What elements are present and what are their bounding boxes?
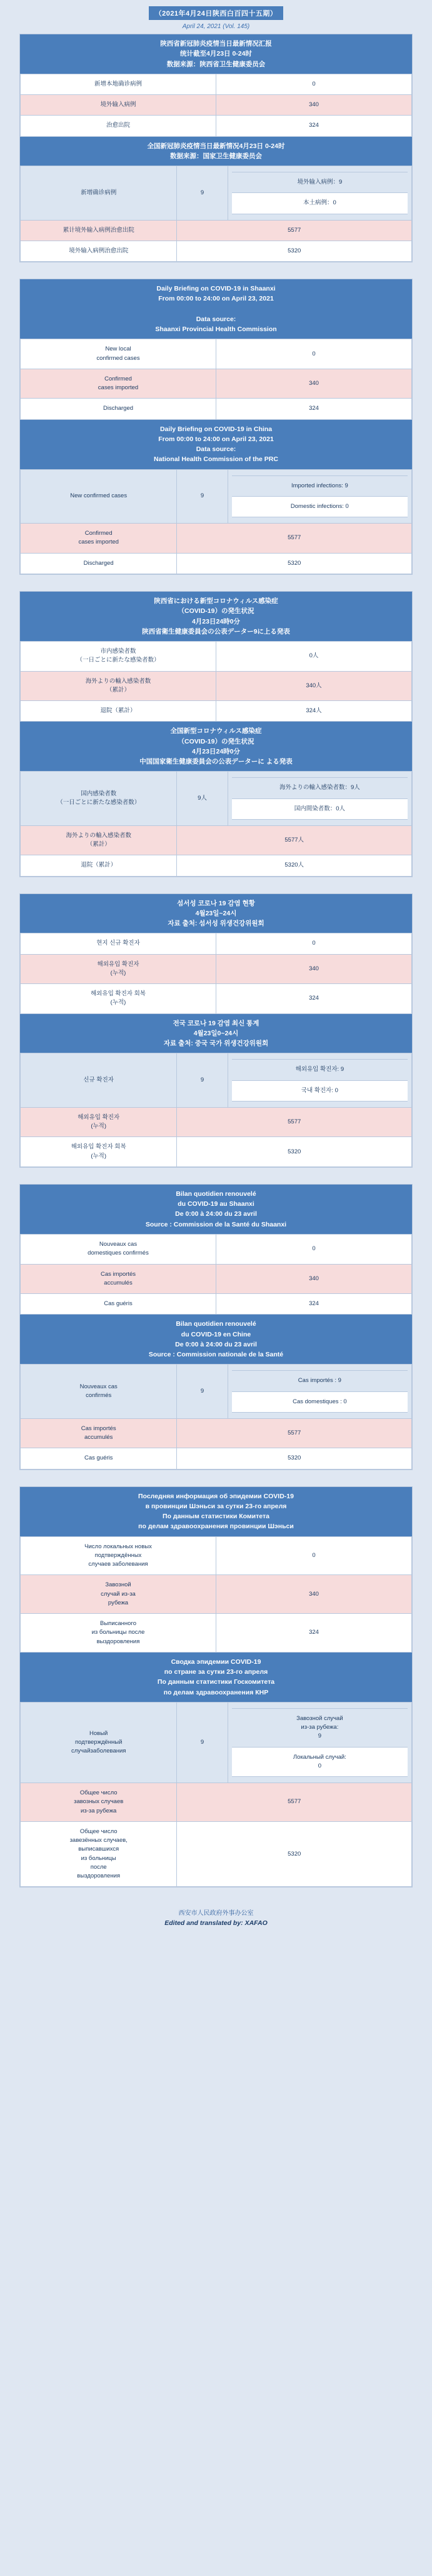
stat-value: 340	[216, 1575, 412, 1614]
breakdown-label: Завозной случай из-за рубежа: 9	[232, 1708, 408, 1747]
stat-label: Выписанного из больницы после выздоровления	[21, 1614, 216, 1653]
breakdown-row	[232, 1060, 408, 1080]
provincial-stats-table	[20, 339, 412, 419]
table-row	[21, 1264, 412, 1294]
stat-label: 해외유입 확진자 회복 (누적)	[21, 1137, 177, 1167]
stat-label: Confirmed cases imported	[21, 524, 177, 554]
table-row	[21, 1821, 412, 1887]
stat-label: 境外输入病例	[21, 95, 216, 116]
stat-value: 5320	[177, 1821, 412, 1887]
table-row	[21, 825, 412, 855]
breakdown-row	[232, 778, 408, 798]
header-line: По данным статистики Госкомитета	[157, 1678, 275, 1686]
national-stats-table	[20, 1053, 412, 1167]
breakdown-table	[232, 475, 408, 518]
stat-value: 340	[216, 369, 412, 399]
table-row	[21, 1575, 412, 1614]
national-stats-table	[20, 166, 412, 262]
table-row	[21, 642, 412, 672]
header-line: по стране за сутки 23-го апреля	[164, 1668, 268, 1676]
provincial-stats-table	[20, 641, 412, 722]
block-header-provincial	[20, 894, 412, 933]
stat-value: 340	[216, 95, 412, 116]
table-row	[21, 1448, 412, 1469]
breakdown-row	[232, 1747, 408, 1777]
header-line: 陕西省における新型コロナウィルス感染症	[154, 597, 278, 605]
stat-value: 0	[216, 933, 412, 954]
stat-label: 治愈出院	[21, 116, 216, 136]
header-line: 陕西省新冠肺炎疫情当日最新情况汇报	[160, 40, 272, 47]
stat-value: 340	[216, 954, 412, 984]
header-line: De 0:00 à 24:00 du 23 avril	[175, 1340, 257, 1348]
breakdown-label: 本土病例：0	[232, 193, 408, 214]
table-row	[21, 701, 412, 722]
briefing-block-zh	[19, 34, 413, 262]
header-line: Shaanxi Provincial Health Commission	[155, 326, 277, 334]
breakdown-label: Cas domestiques : 0	[232, 1391, 408, 1412]
table-row	[21, 553, 412, 574]
stat-label: Cas guéris	[21, 1294, 216, 1315]
table-row-new-cases	[21, 166, 412, 221]
header-line: 中国国家衛生健康委員会の公表データーに よる発表	[139, 758, 293, 766]
table-row	[21, 933, 412, 954]
breakdown-label: 해외유입 확진자: 9	[232, 1060, 408, 1080]
breakdown-label: 국내 확진자: 0	[232, 1080, 408, 1101]
page-footer	[0, 1904, 432, 1934]
table-row	[21, 1294, 412, 1315]
stat-value: 324	[216, 399, 412, 419]
breakdown-label: 境外输入病例：9	[232, 172, 408, 193]
breakdown-table	[232, 172, 408, 214]
stat-value: 324	[216, 1294, 412, 1315]
stat-value: 5320	[177, 241, 412, 261]
header-line: 4月23日24時0分	[191, 747, 241, 755]
table-row	[21, 1107, 412, 1137]
provincial-stats-table	[20, 1536, 412, 1653]
national-stats-table	[20, 1702, 412, 1887]
table-row	[21, 1418, 412, 1448]
briefing-block-ko	[19, 893, 413, 1168]
stat-label: Новый подтверждённый случайзаболевания	[21, 1702, 177, 1783]
breakdown-table	[232, 1059, 408, 1102]
briefing-block-en	[19, 279, 413, 575]
breakdown-table	[232, 1370, 408, 1413]
block-header-provincial	[20, 1185, 412, 1234]
stat-label: Cas importés accumulés	[21, 1264, 216, 1294]
header-line: du COVID-19 en Chine	[181, 1330, 251, 1338]
table-row-new-cases	[21, 772, 412, 826]
header-line: 4月23日24時0分	[191, 617, 241, 625]
table-row	[21, 671, 412, 701]
header-line: （COVID-19）の発生状況	[178, 607, 254, 615]
breakdown-label: 国内間染者数：0人	[232, 798, 408, 819]
table-row	[21, 116, 412, 136]
stat-value: 5320	[177, 1137, 412, 1167]
stat-label: 退院（累計）	[21, 701, 216, 722]
stat-value: 324人	[216, 701, 412, 722]
block-header-national	[20, 1014, 412, 1053]
header-line: Source : Commission de la Santé du Shaanxi	[145, 1220, 287, 1228]
briefing-block-ja	[19, 591, 413, 877]
header-line: Daily Briefing on COVID-19 in Shaanxi	[156, 285, 276, 293]
stat-label: New local confirmed cases	[21, 339, 216, 369]
stat-label: Discharged	[21, 399, 216, 419]
national-stats-table	[20, 1364, 412, 1469]
page-title: （2021年4月24日陕西白百四十五期）	[149, 6, 284, 20]
header-line: 전국 코로나 19 감염 최신 통계	[173, 1019, 259, 1027]
breakdown-cell	[228, 1053, 411, 1108]
table-row-new-cases	[21, 1702, 412, 1783]
block-header-provincial	[20, 592, 412, 641]
table-row	[21, 1137, 412, 1167]
table-row	[21, 1235, 412, 1265]
block-header-provincial	[20, 34, 412, 74]
header-line: 섬서성 코로나 19 감염 현황	[177, 899, 255, 907]
header-line: 数据来源：国家卫生健康委员会	[170, 152, 262, 160]
stat-value: 9	[177, 1702, 228, 1783]
stat-value: 5577	[177, 1783, 412, 1822]
stat-value: 9	[177, 1053, 228, 1108]
block-header-provincial	[20, 279, 412, 339]
breakdown-row	[232, 475, 408, 496]
stat-label: 新增确诊病例	[21, 166, 177, 221]
header-line: 4월23일0~24시	[193, 1029, 239, 1037]
breakdown-label: Cas importés : 9	[232, 1371, 408, 1391]
header-line: по делам здравоохранения КНР	[163, 1688, 269, 1696]
stat-value: 5577	[177, 1107, 412, 1137]
header-line: Сводка эпидемии COVID-19	[171, 1658, 261, 1666]
stat-value: 324	[216, 1614, 412, 1653]
header-line: По данным статистики Комитета	[163, 1513, 269, 1521]
stat-label: 신규 확진자	[21, 1053, 177, 1108]
stat-value: 9	[177, 1365, 228, 1419]
stat-value: 9人	[177, 772, 228, 826]
header-line: 全国新冠肺炎疫情当日最新情况4月23日 0-24时	[147, 142, 285, 150]
breakdown-cell	[228, 1365, 411, 1419]
footer-organization: 西安市人民政府外事办公室	[178, 1910, 254, 1917]
table-row	[21, 1614, 412, 1653]
national-stats-table	[20, 771, 412, 876]
breakdown-label: Локальный случай: 0	[232, 1747, 408, 1777]
stat-value: 340人	[216, 671, 412, 701]
breakdown-row	[232, 1371, 408, 1391]
stat-value: 0	[216, 74, 412, 94]
stat-label: Cas importés accumulés	[21, 1418, 177, 1448]
breakdown-cell	[228, 469, 411, 524]
table-row	[21, 1783, 412, 1822]
block-header-national	[20, 137, 412, 166]
header-line: 자료 출처: 섬서성 위생건강위원회	[168, 920, 264, 928]
block-header-national	[20, 420, 412, 469]
stat-label: 境外输入病例治愈出院	[21, 241, 177, 261]
stat-value: 5577人	[177, 825, 412, 855]
stat-value: 5577	[177, 1418, 412, 1448]
stat-value: 0	[216, 339, 412, 369]
header-line: Data source:	[196, 445, 236, 454]
header-line: 全国新型コロナウィルス感染症	[170, 727, 262, 735]
table-row	[21, 241, 412, 261]
table-row-new-cases	[21, 1053, 412, 1108]
breakdown-label: 海外よりの輸入感染者数：9人	[232, 778, 408, 798]
stat-label: 현지 신규 확진자	[21, 933, 216, 954]
breakdown-label: Imported infections: 9	[232, 475, 408, 496]
breakdown-row	[232, 193, 408, 214]
stat-value: 5320人	[177, 855, 412, 876]
table-row	[21, 399, 412, 419]
header-line: （COVID-19）の発生状況	[178, 737, 254, 745]
table-row	[21, 984, 412, 1014]
stat-label: 国内感染者数 （一日ごとに新たな感染者数）	[21, 772, 177, 826]
page-header	[0, 0, 432, 34]
national-stats-table	[20, 469, 412, 574]
stat-value: 5577	[177, 220, 412, 241]
table-row	[21, 954, 412, 984]
block-header-provincial	[20, 1487, 412, 1536]
breakdown-table	[232, 777, 408, 820]
breakdown-label: Domestic infections: 0	[232, 496, 408, 517]
header-line: Последняя информация об эпидемии COVID-19	[138, 1492, 294, 1500]
header-line: 统计截至4月23日 0-24时	[180, 50, 252, 58]
provincial-stats-table	[20, 74, 412, 137]
header-line: Bilan quotidien renouvelé	[176, 1190, 256, 1198]
breakdown-row	[232, 172, 408, 193]
header-line: Daily Briefing on COVID-19 in China	[159, 425, 273, 433]
header-line: From 00:00 to 24:00 on April 23, 2021	[158, 435, 274, 443]
header-line: 4월23일~24시	[195, 909, 237, 917]
stat-value: 5320	[177, 553, 412, 574]
header-line: From 00:00 to 24:00 on April 23, 2021	[158, 295, 274, 303]
breakdown-row	[232, 1391, 408, 1412]
table-row-new-cases	[21, 469, 412, 524]
table-row	[21, 524, 412, 554]
table-row	[21, 74, 412, 94]
header-line: 자료 출처: 중국 국가 위생건강위원회	[163, 1040, 269, 1048]
stat-value: 0人	[216, 642, 412, 672]
header-line: по делам здравоохранения провинции Шэньси	[138, 1523, 294, 1531]
block-header-national	[20, 1653, 412, 1702]
stat-label: Число локальных новых подтверждённых случаев заболевания	[21, 1536, 216, 1575]
table-row-new-cases	[21, 1365, 412, 1419]
stat-label: 해외유입 확진자 (누적)	[21, 1107, 177, 1137]
block-header-national	[20, 722, 412, 771]
stat-label: 해외유입 확진자 (누적)	[21, 954, 216, 984]
stat-value: 9	[177, 469, 228, 524]
header-line: 数据来源：陕西省卫生健康委员会	[166, 60, 266, 68]
stat-value: 9	[177, 166, 228, 221]
header-line: в провинции Шэньси за сутки 23-го апреля	[145, 1502, 287, 1510]
stat-label: Общее число завозных случаев из-за рубежа	[21, 1783, 177, 1822]
header-line: Source : Commission nationale de la Santé	[148, 1351, 284, 1359]
table-row	[21, 1536, 412, 1575]
table-row	[21, 369, 412, 399]
header-line: 陕西省衛生健康委員会の公表データー9に上る発表	[142, 627, 290, 635]
breakdown-table	[232, 1708, 408, 1777]
briefing-blocks	[0, 34, 432, 1887]
stat-label: Confirmed cases imported	[21, 369, 216, 399]
breakdown-row	[232, 1708, 408, 1747]
stat-label: 해외유입 확진자 회복 (누적)	[21, 984, 216, 1014]
footer-credit: Edited and translated by: XAFAO	[164, 1919, 268, 1927]
page-subtitle: April 24, 2021 (Vol. 145)	[182, 23, 250, 30]
stat-label: Cas guéris	[21, 1448, 177, 1469]
stat-value: 340	[216, 1264, 412, 1294]
header-line: Bilan quotidien renouvelé	[176, 1320, 256, 1328]
briefing-block-fr	[19, 1184, 413, 1470]
stat-label: Nouveaux cas domestiques confirmés	[21, 1235, 216, 1265]
stat-label: Discharged	[21, 553, 177, 574]
stat-value: 0	[216, 1235, 412, 1265]
table-row	[21, 95, 412, 116]
block-header-national	[20, 1315, 412, 1364]
stat-label: 退院（累計）	[21, 855, 177, 876]
table-row	[21, 855, 412, 876]
stat-label: Общее число завезённых случаев, выписавшихся из больницы после выздоровления	[21, 1821, 177, 1887]
header-line: National Health Commission of the PRC	[154, 455, 278, 464]
provincial-stats-table	[20, 1234, 412, 1315]
table-row	[21, 220, 412, 241]
stat-value: 5577	[177, 524, 412, 554]
breakdown-row	[232, 798, 408, 819]
stat-value: 5320	[177, 1448, 412, 1469]
header-line: Data source:	[196, 315, 236, 323]
stat-label: 累计境外输入病例治愈出院	[21, 220, 177, 241]
stat-value: 324	[216, 984, 412, 1014]
stat-label: 海外よりの輸入感染者数 （累計）	[21, 825, 177, 855]
provincial-stats-table	[20, 933, 412, 1013]
header-line: De 0:00 à 24:00 du 23 avril	[175, 1210, 257, 1218]
header-line: du COVID-19 au Shaanxi	[178, 1200, 254, 1208]
table-row	[21, 339, 412, 369]
header-line	[25, 304, 407, 314]
stat-value: 324	[216, 116, 412, 136]
briefing-block-ru	[19, 1486, 413, 1888]
stat-label: 新增本地确诊病例	[21, 74, 216, 94]
stat-label: Nouveaux cas confirmés	[21, 1365, 177, 1419]
stat-label: 市内感染者数 （一日ごとに新たな感染者数）	[21, 642, 216, 672]
stat-label: 海外よりの輸入感染者数 （累計）	[21, 671, 216, 701]
stat-value: 0	[216, 1536, 412, 1575]
breakdown-row	[232, 1080, 408, 1101]
stat-label: New confirmed cases	[21, 469, 177, 524]
breakdown-cell	[228, 166, 411, 221]
breakdown-cell	[228, 772, 411, 826]
breakdown-cell	[228, 1702, 411, 1783]
breakdown-row	[232, 496, 408, 517]
stat-label: Завозной случай из-за рубежа	[21, 1575, 216, 1614]
